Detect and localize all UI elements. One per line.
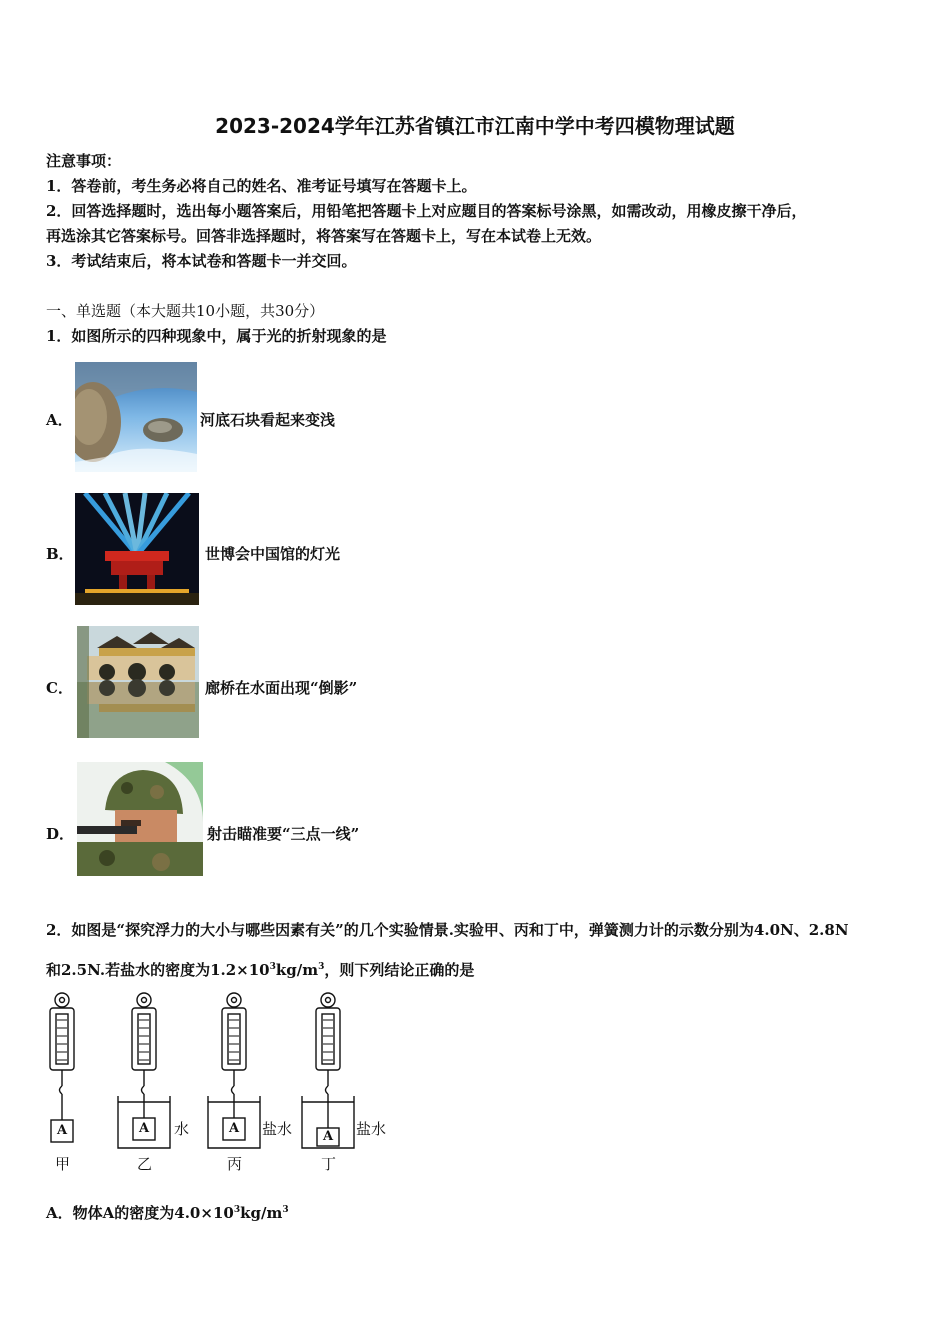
notice-heading: 注意事项：	[46, 152, 122, 170]
q1-option-b-text: 世博会中国馆的灯光	[205, 545, 341, 563]
q1-option-d-letter: D．	[46, 825, 75, 843]
q2-stem-line2: 和2.5N.若盐水的密度为$1.2\times 10^3kg/m^3$，则下列结论正确的是	[46, 961, 475, 979]
q1-stem: 1．如图所示的四种现象中，属于光的折射现象的是	[46, 327, 387, 345]
spring-scales-diagram	[40, 990, 400, 1175]
liquid-label-brine-2: 盐水	[356, 1120, 387, 1138]
caption-jia: 甲	[55, 1155, 71, 1173]
soldier-aiming-photo	[77, 762, 203, 876]
page-title: 2023-2024学年江苏省镇江市江南中学中考四模物理试题	[215, 114, 735, 138]
notice-item-3: 3．考试结束后，将本试卷和答题卡一并交回。	[46, 252, 357, 270]
bridge-reflection-photo	[77, 626, 199, 738]
buoyancy-experiment-figure	[40, 990, 400, 1175]
notice-item-2-cont: 再选涂其它答案标号。回答非选择题时，将答案写在答题卡上，写在本试卷上无效。	[46, 227, 602, 245]
q1-option-b-letter: B．	[46, 545, 74, 563]
q1-option-a-letter: A．	[46, 411, 73, 429]
q2-option-a: A．物体A的密度为$4.0\times 10^3kg/m^3$	[46, 1204, 289, 1222]
block-a-label-3: A	[229, 1121, 240, 1136]
block-a-label-1: A	[57, 1123, 68, 1138]
block-a-label-4: A	[323, 1129, 334, 1144]
q2-stem-line1: 2．如图是“探究浮力的大小与哪些因素有关”的几个实验情景.实验甲、丙和丁中，弹簧测力计的示数分别为4.0N、2.8N	[46, 921, 849, 939]
caption-bing: 丙	[227, 1155, 243, 1173]
liquid-label-brine-1: 盐水	[262, 1120, 293, 1138]
caption-ding: 丁	[321, 1155, 337, 1173]
river-stone-photo	[75, 362, 197, 472]
notice-item-2: 2．回答选择题时，选出每小题答案后，用铅笔把答题卡上对应题目的答案标号涂黑，如需改动，用橡皮擦干净后，	[46, 202, 807, 220]
liquid-label-water: 水	[174, 1120, 190, 1138]
q1-option-c-text: 廊桥在水面出现“倒影”	[205, 679, 358, 697]
q1-option-a-text: 河底石块看起来变浅	[200, 411, 336, 429]
caption-yi: 乙	[137, 1155, 153, 1173]
block-a-label-2: A	[139, 1121, 150, 1136]
q1-option-c-letter: C．	[46, 679, 73, 697]
section-heading: 一、单选题（本大题共10小题，共30分）	[46, 302, 325, 320]
expo-pavilion-lights-photo	[75, 493, 199, 605]
q1-option-d-text: 射击瞄准要“三点一线”	[207, 825, 360, 843]
notice-item-1: 1．答卷前，考生务必将自己的姓名、准考证号填写在答题卡上。	[46, 177, 477, 195]
